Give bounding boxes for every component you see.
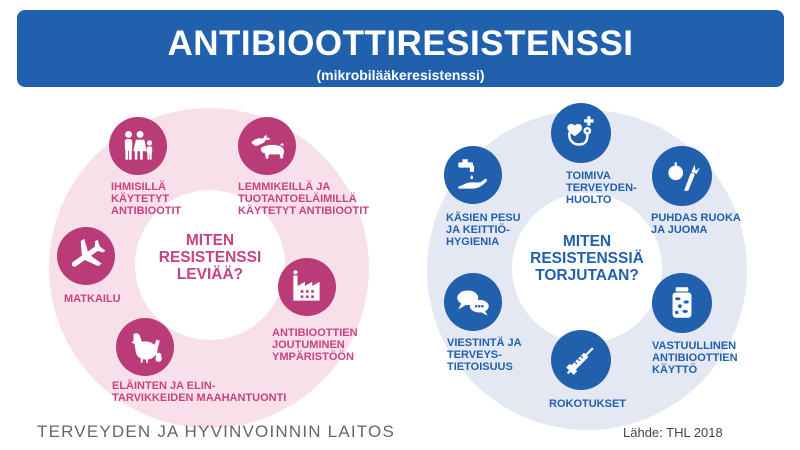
food-icon (652, 146, 712, 206)
responsible-use-label: VASTUULLINEN ANTIBIOOTTIEN KÄYTTÖ (652, 340, 738, 376)
pets-icon (238, 117, 296, 175)
people-icon (109, 117, 167, 175)
spread-question-line: MITEN (185, 232, 235, 249)
factory-icon (278, 258, 336, 316)
stethoscope-icon (551, 103, 611, 163)
chicken-icon (116, 318, 174, 376)
prevent-question (512, 233, 662, 284)
handwash-icon (444, 146, 502, 204)
prevent-question-line: MITEN (562, 233, 612, 250)
syringe-icon (551, 330, 611, 390)
vaccination-label: ROKOTUKSET (549, 398, 626, 410)
source-note: Lähde: THL 2018 (623, 425, 723, 440)
pill-jar-icon (652, 273, 712, 333)
spread-question-line: RESISTENSSI (158, 249, 262, 266)
page-title: ANTIBIOOTTIRESISTENSSI (167, 24, 634, 63)
prevent-question-line: RESISTENSSIÄ (530, 250, 644, 267)
food-label: PUHDAS RUOKA JA JUOMA (651, 212, 741, 236)
organization-name: TERVEYDEN JA HYVINVOINNIN LAITOS (37, 422, 396, 441)
import-label: ELÄINTEN JA ELIN- TARVIKKEIDEN MAAHANTUONTI (112, 380, 287, 404)
airplane-icon (57, 227, 115, 285)
pets-label: LEMMIKEILLÄ JA TUOTANTOELÄIMILLÄ KÄYTETYT ANTIBIOOTIT (238, 181, 369, 217)
travel-label: MATKAILU (64, 293, 121, 305)
environment-label: ANTIBIOOTTIEN JOUTUMINEN YMPÄRISTÖÖN (272, 327, 358, 363)
healthcare-label: TOIMIVA TERVEYDEN- HUOLTO (566, 170, 637, 206)
page-subtitle: (mikrobilääkeresistenssi) (316, 67, 485, 83)
handwash-label: KÄSIEN PESU JA KEITTIÖ- HYGIENIA (446, 212, 521, 248)
communication-label: VIESTINTÄ JA TERVEYS- TIETOISUUS (447, 337, 522, 373)
prevent-question-line: TORJUTAAN? (535, 267, 639, 284)
speech-bubbles-icon (444, 273, 502, 331)
spread-question (135, 232, 285, 283)
spread-question-line: LEVIÄÄ? (176, 266, 244, 283)
people-label: IHMISILLÄ KÄYTETYT ANTIBIOOTIT (111, 181, 182, 217)
header-banner (17, 10, 784, 87)
